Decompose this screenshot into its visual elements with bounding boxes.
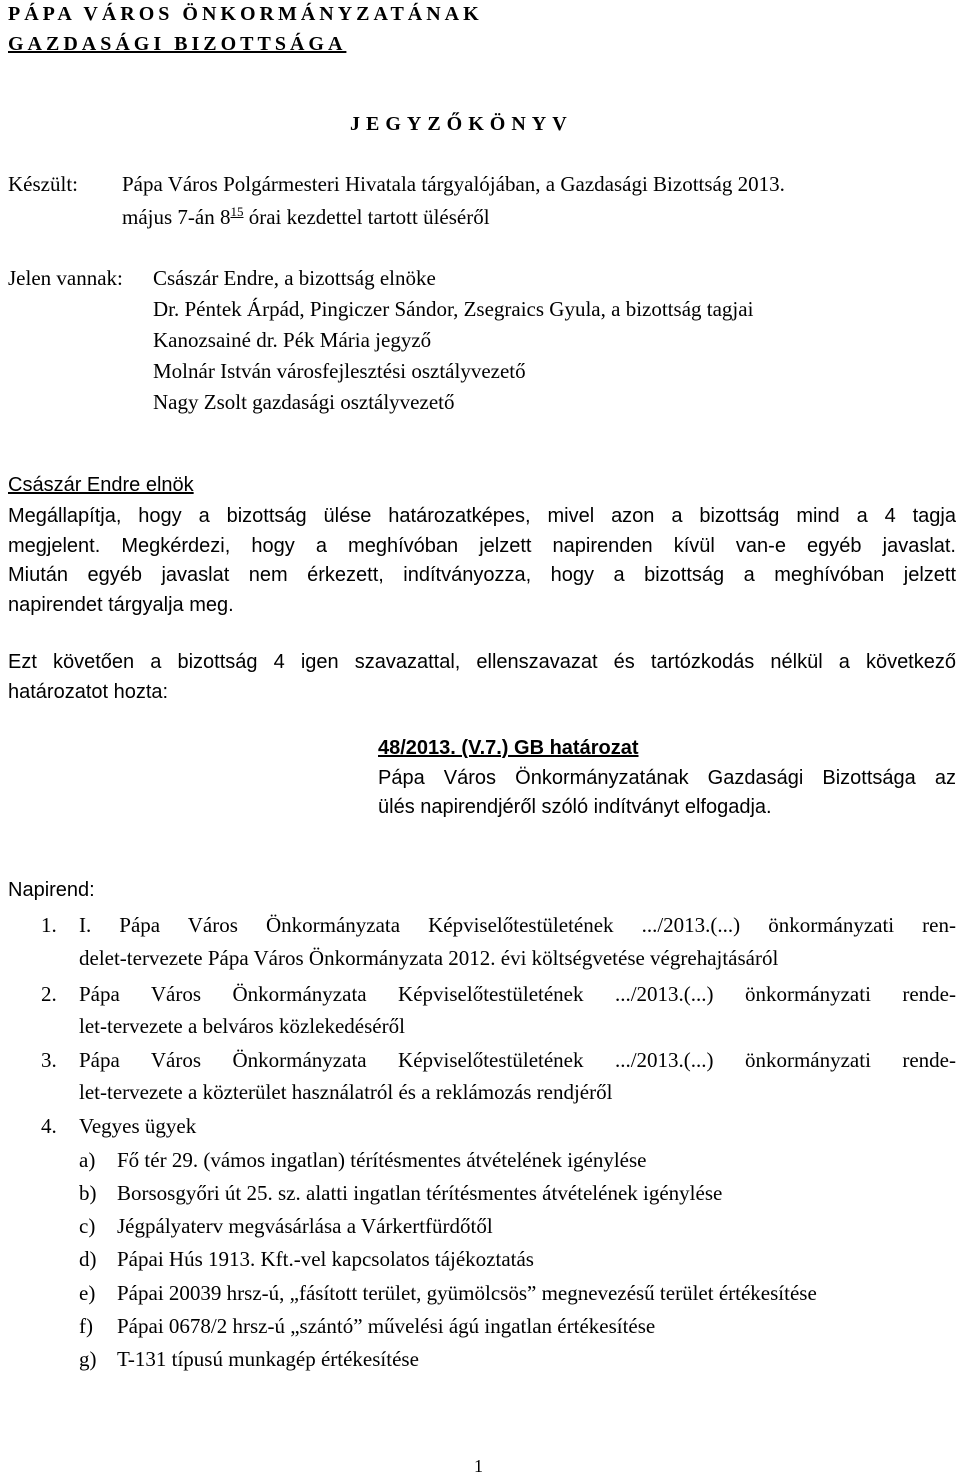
- speaker-name: Császár Endre elnök: [8, 474, 194, 496]
- agenda-item-text: I. Pápa Város Önkormányzata Képviselőtestületének .../2013.(...) önkormányzati ren-: [79, 913, 956, 937]
- org-name-line2: GAZDASÁGI BIZOTTSÁGA: [8, 33, 347, 55]
- agenda-item-text: let-tervezete a belváros közlekedéséről: [79, 1014, 405, 1038]
- agenda-item-text: delet-tervezete Pápa Város Önkormányzata 2012. évi költségvetése végrehajtásáról: [79, 946, 779, 970]
- agenda-subitem-text: Pápai 0678/2 hrsz-ú „szántó” művelési ágú ingatlan értékesítése: [117, 1314, 656, 1338]
- agenda-label: Napirend:: [8, 879, 95, 901]
- present-line: Kanozsainé dr. Pék Mária jegyző: [153, 328, 432, 352]
- speech-line: Megállapítja, hogy a bizottság ülése határozatképes, mivel azon a bizottság mind a 4 tagja: [8, 505, 956, 527]
- present-line: Molnár István városfejlesztési osztályvezető: [153, 359, 526, 383]
- agenda-item-number: 2.: [41, 982, 57, 1006]
- agenda-subitem-text: Fő tér 29. (vámos ingatlan) térítésmentes átvételének igénylése: [117, 1148, 647, 1172]
- made-label: Készült:: [8, 172, 78, 196]
- agenda-item-text: Vegyes ügyek: [79, 1114, 197, 1138]
- made-time-suffix: órai kezdettel tartott üléséről: [243, 205, 490, 229]
- page-number: 1: [474, 1456, 483, 1476]
- vote-line: Ezt követően a bizottság 4 igen szavazattal, ellenszavazat és tartózkodás nélkül a következő: [8, 651, 956, 673]
- present-line: Nagy Zsolt gazdasági osztályvezető: [153, 390, 455, 414]
- resolution-title: 48/2013. (V.7.) GB határozat: [378, 737, 639, 759]
- agenda-item-text: let-tervezete a közterület használatról és a reklámozás rendjéről: [79, 1080, 613, 1104]
- agenda-item-number: 3.: [41, 1048, 57, 1072]
- agenda-subitem-letter: c): [79, 1214, 96, 1238]
- document-title: JEGYZŐKÖNYV: [350, 113, 573, 135]
- present-line: Dr. Péntek Árpád, Pingiczer Sándor, Zsegraics Gyula, a bizottság tagjai: [153, 297, 754, 321]
- agenda-subitem-text: Pápai Hús 1913. Kft.-vel kapcsolatos tájékoztatás: [117, 1247, 534, 1271]
- vote-line: határozatot hozta:: [8, 681, 169, 703]
- agenda-subitem-letter: d): [79, 1247, 97, 1271]
- agenda-item-text: Pápa Város Önkormányzata Képviselőtestületének .../2013.(...) önkormányzati rende-: [79, 982, 956, 1006]
- agenda-subitem-text: Borsosgyőri út 25. sz. alatti ingatlan térítésmentes átvételének igénylése: [117, 1181, 723, 1205]
- made-time-minutes: 15: [230, 204, 244, 219]
- org-name-line1: PÁPA VÁROS ÖNKORMÁNYZATÁNAK: [8, 3, 483, 25]
- made-line1: Pápa Város Polgármesteri Hivatala tárgyalójában, a Gazdasági Bizottság 2013.: [122, 172, 785, 196]
- agenda-item-text: Pápa Város Önkormányzata Képviselőtestületének .../2013.(...) önkormányzati rende-: [79, 1048, 956, 1072]
- agenda-subitem-letter: b): [79, 1181, 97, 1205]
- made-time-prefix: május 7-án 8: [122, 205, 231, 229]
- speech-line: Miután egyéb javaslat nem érkezett, indítványozza, hogy a bizottság a meghívóban jelzett: [8, 564, 956, 586]
- resolution-line: Pápa Város Önkormányzatának Gazdasági Bizottsága az: [378, 767, 956, 789]
- agenda-subitem-letter: f): [79, 1314, 93, 1338]
- agenda-subitem-text: Pápai 20039 hrsz-ú, „fásított terület, gyümölcsös” megnevezésű terület értékesítése: [117, 1281, 817, 1305]
- agenda-item-number: 4.: [41, 1114, 57, 1138]
- present-label: Jelen vannak:: [8, 266, 123, 290]
- present-line: Császár Endre, a bizottság elnöke: [153, 266, 436, 290]
- agenda-item-number: 1.: [41, 913, 57, 937]
- speech-line: megjelent. Megkérdezi, hogy a meghívóban jelzett napirenden kívül van-e egyéb javaslat.: [8, 535, 956, 557]
- agenda-subitem-letter: a): [79, 1148, 96, 1172]
- speech-line: napirendet tárgyalja meg.: [8, 594, 234, 616]
- made-line2: [122, 204, 490, 230]
- agenda-subitem-letter: g): [79, 1347, 97, 1371]
- agenda-subitem-text: Jégpályaterv megvásárlása a Várkertfürdőtől: [117, 1214, 493, 1238]
- resolution-line: ülés napirendjéről szóló indítványt elfogadja.: [378, 796, 772, 818]
- agenda-subitem-letter: e): [79, 1281, 96, 1305]
- agenda-subitem-text: T-131 típusú munkagép értékesítése: [117, 1347, 419, 1371]
